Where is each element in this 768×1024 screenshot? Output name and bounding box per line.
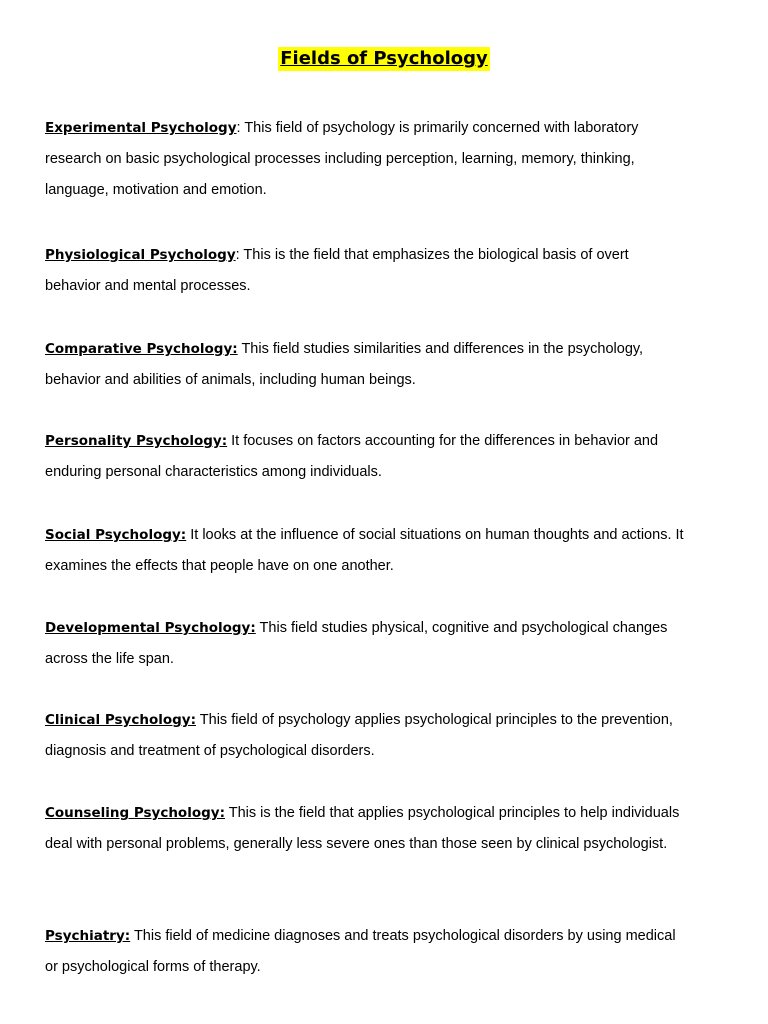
section-developmental-psychology [45, 613, 685, 675]
section-social-psychology [45, 520, 685, 582]
term-label: Experimental Psychology [45, 120, 237, 136]
section-psychiatry [45, 921, 685, 983]
section-description: This field of medicine diagnoses and treats psychological disorders by using medical or psychological forms of therapy. [45, 928, 676, 975]
term-label: Developmental Psychology: [45, 620, 256, 636]
term-label: Physiological Psychology [45, 247, 236, 263]
section-description: This is the field that emphasizes the biological basis of overt behavior and mental processes. [45, 247, 629, 294]
page-title: Fields of Psychology [280, 48, 488, 69]
section-clinical-psychology [45, 705, 685, 767]
section-description: This is the field that applies psychological principles to help individuals deal with personal problems, generally less severe ones than those seen by clinical psychologist. [45, 805, 680, 852]
term-label: Counseling Psychology: [45, 805, 225, 821]
term-label: Psychiatry: [45, 928, 131, 944]
title-container [0, 47, 768, 71]
term-separator: : [236, 120, 245, 136]
term-label: Personality Psychology: [45, 433, 228, 449]
section-physiological-psychology [45, 240, 685, 302]
section-description: It focuses on factors accounting for the differences in behavior and enduring personal characteristics among individuals. [45, 433, 659, 480]
section-description: This field studies physical, cognitive and psychological changes across the life span. [45, 620, 668, 667]
section-personality-psychology [45, 426, 685, 488]
term-label: Social Psychology: [45, 527, 187, 543]
term-separator: : [235, 247, 244, 263]
section-experimental-psychology [45, 113, 685, 206]
term-label: Clinical Psychology: [45, 712, 196, 728]
section-counseling-psychology [45, 798, 685, 860]
section-description: This field of psychology is primarily concerned with laboratory research on basic psychological processes including perception, learning, memory, thinking, language, motivation and emotion. [45, 120, 639, 198]
section-description: This field studies similarities and differences in the psychology, behavior and abilities of animals, including human beings. [45, 341, 644, 388]
section-description: It looks at the influence of social situations on human thoughts and actions. It examines the effects that people have on one another. [45, 527, 684, 574]
term-label: Comparative Psychology: [45, 341, 238, 357]
section-description: This field of psychology applies psychological principles to the prevention, diagnosis and treatment of psychological disorders. [45, 712, 673, 759]
section-comparative-psychology [45, 334, 685, 396]
